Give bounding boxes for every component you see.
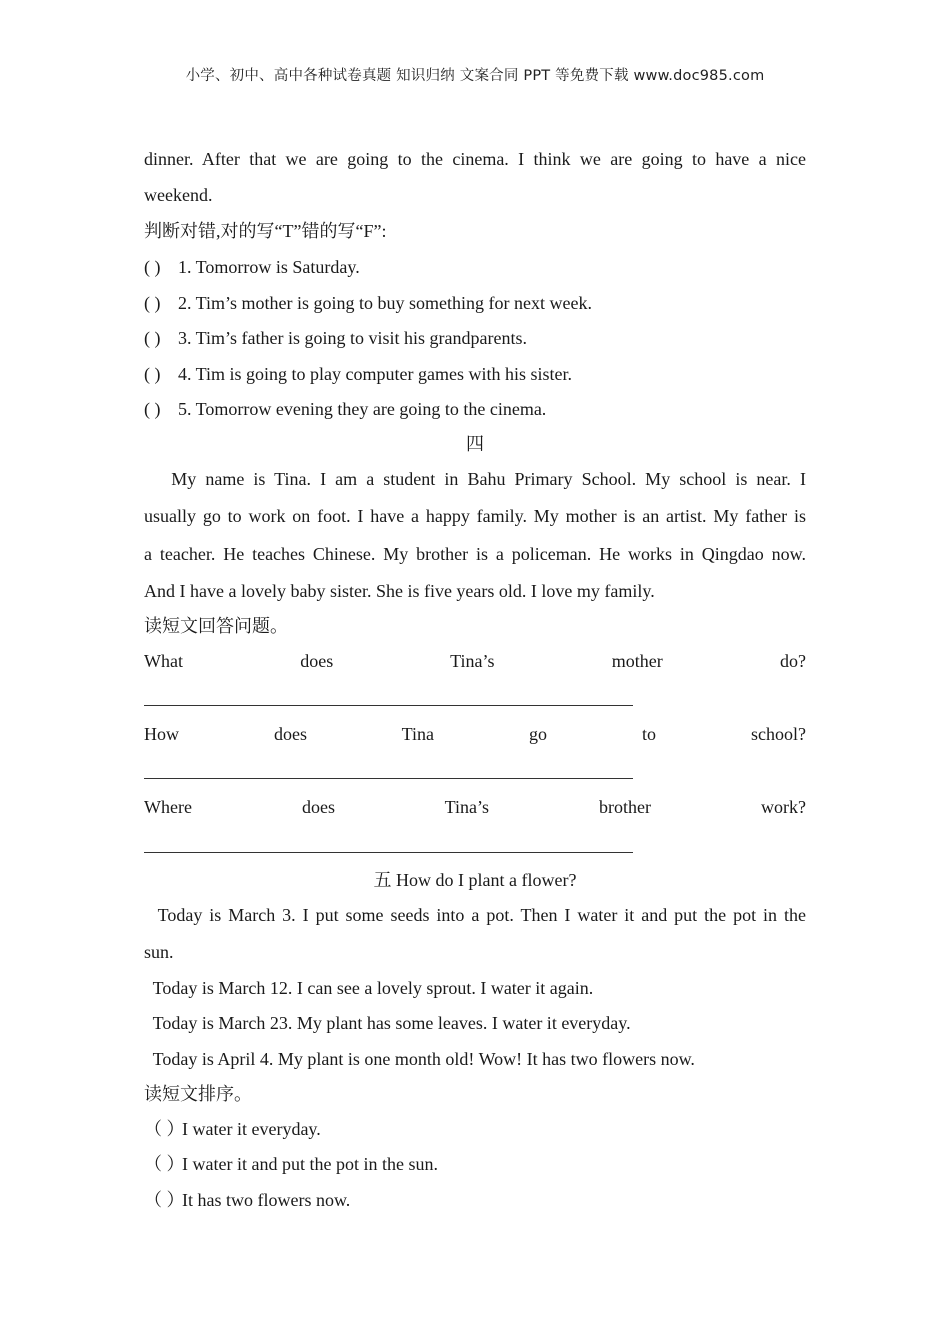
tf-item — [144, 327, 806, 349]
section4-heading: 四 — [466, 434, 484, 454]
order-item-text: I water it everyday. — [182, 1119, 321, 1139]
tf-item-text: 4. Tim is going to play computer games with his sister. — [178, 364, 573, 384]
question: Where does Tina’s brother work? — [144, 797, 806, 817]
passage-line: Today is April 4. My plant is one month old! Wow! It has two flowers now. — [144, 1049, 695, 1069]
passage-line: Today is March 3. I put some seeds into a pot. Then I water it and put the pot in the — [144, 905, 806, 925]
passage-line: My name is Tina. I am a student in Bahu Primary School. My school is near. I — [144, 469, 806, 489]
answer-blank[interactable]: （ ） — [144, 1119, 185, 1139]
question: What does Tina’s mother do? — [144, 651, 806, 671]
answer-blank[interactable]: ( ) — [144, 257, 161, 277]
answer-blank[interactable]: ( ) — [144, 399, 161, 419]
order-item-text: It has two flowers now. — [182, 1190, 351, 1210]
order-item — [144, 1189, 806, 1211]
answer-line[interactable] — [144, 705, 633, 706]
answer-line[interactable] — [144, 778, 633, 779]
tf-item — [144, 398, 806, 420]
tf-item-text: 5. Tomorrow evening they are going to the cinema. — [178, 399, 547, 419]
order-item — [144, 1118, 806, 1140]
answer-blank[interactable]: （ ） — [144, 1154, 185, 1174]
passage-line: Today is March 23. My plant has some leaves. I water it everyday. — [144, 1013, 631, 1033]
page-header: 小学、初中、高中各种试卷真题 知识归纳 文案合同 PPT 等免费下载 www.doc985.com — [185, 68, 765, 84]
section3-instruction: 判断对错,对的写“T”错的写“F”: — [144, 221, 387, 241]
tf-item — [144, 256, 806, 278]
question: How does Tina go to school? — [144, 724, 806, 744]
answer-blank[interactable]: ( ) — [144, 364, 161, 384]
answer-blank[interactable]: （ ） — [144, 1190, 185, 1210]
passage-line: And I have a lovely baby sister. She is five years old. I love my family. — [144, 581, 655, 601]
section5-instruction: 读短文排序。 — [144, 1084, 252, 1104]
passage-line: a teacher. He teaches Chinese. My brother is a policeman. He works in Qingdao now. — [144, 544, 806, 564]
tf-item — [144, 292, 806, 314]
tf-item-text: 3. Tim’s father is going to visit his grandparents. — [178, 328, 527, 348]
section5-heading: 五 How do I plant a flower? — [373, 870, 577, 890]
tf-item-text: 1. Tomorrow is Saturday. — [178, 257, 360, 277]
answer-blank[interactable]: ( ) — [144, 328, 161, 348]
section4-instruction: 读短文回答问题。 — [144, 616, 288, 636]
answer-line[interactable] — [144, 852, 633, 853]
tf-item-text: 2. Tim’s mother is going to buy something for next week. — [178, 293, 592, 313]
order-item-text: I water it and put the pot in the sun. — [182, 1154, 438, 1174]
tf-item — [144, 363, 806, 385]
passage-line: sun. — [144, 942, 174, 962]
passage-line: dinner. After that we are going to the cinema. I think we are going to have a nice — [144, 149, 806, 169]
passage-line: Today is March 12. I can see a lovely sprout. I water it again. — [144, 978, 594, 998]
passage-line: weekend. — [144, 185, 213, 205]
answer-blank[interactable]: ( ) — [144, 293, 161, 313]
passage-line: usually go to work on foot. I have a happy family. My mother is an artist. My father is — [144, 506, 806, 526]
order-item — [144, 1153, 806, 1175]
